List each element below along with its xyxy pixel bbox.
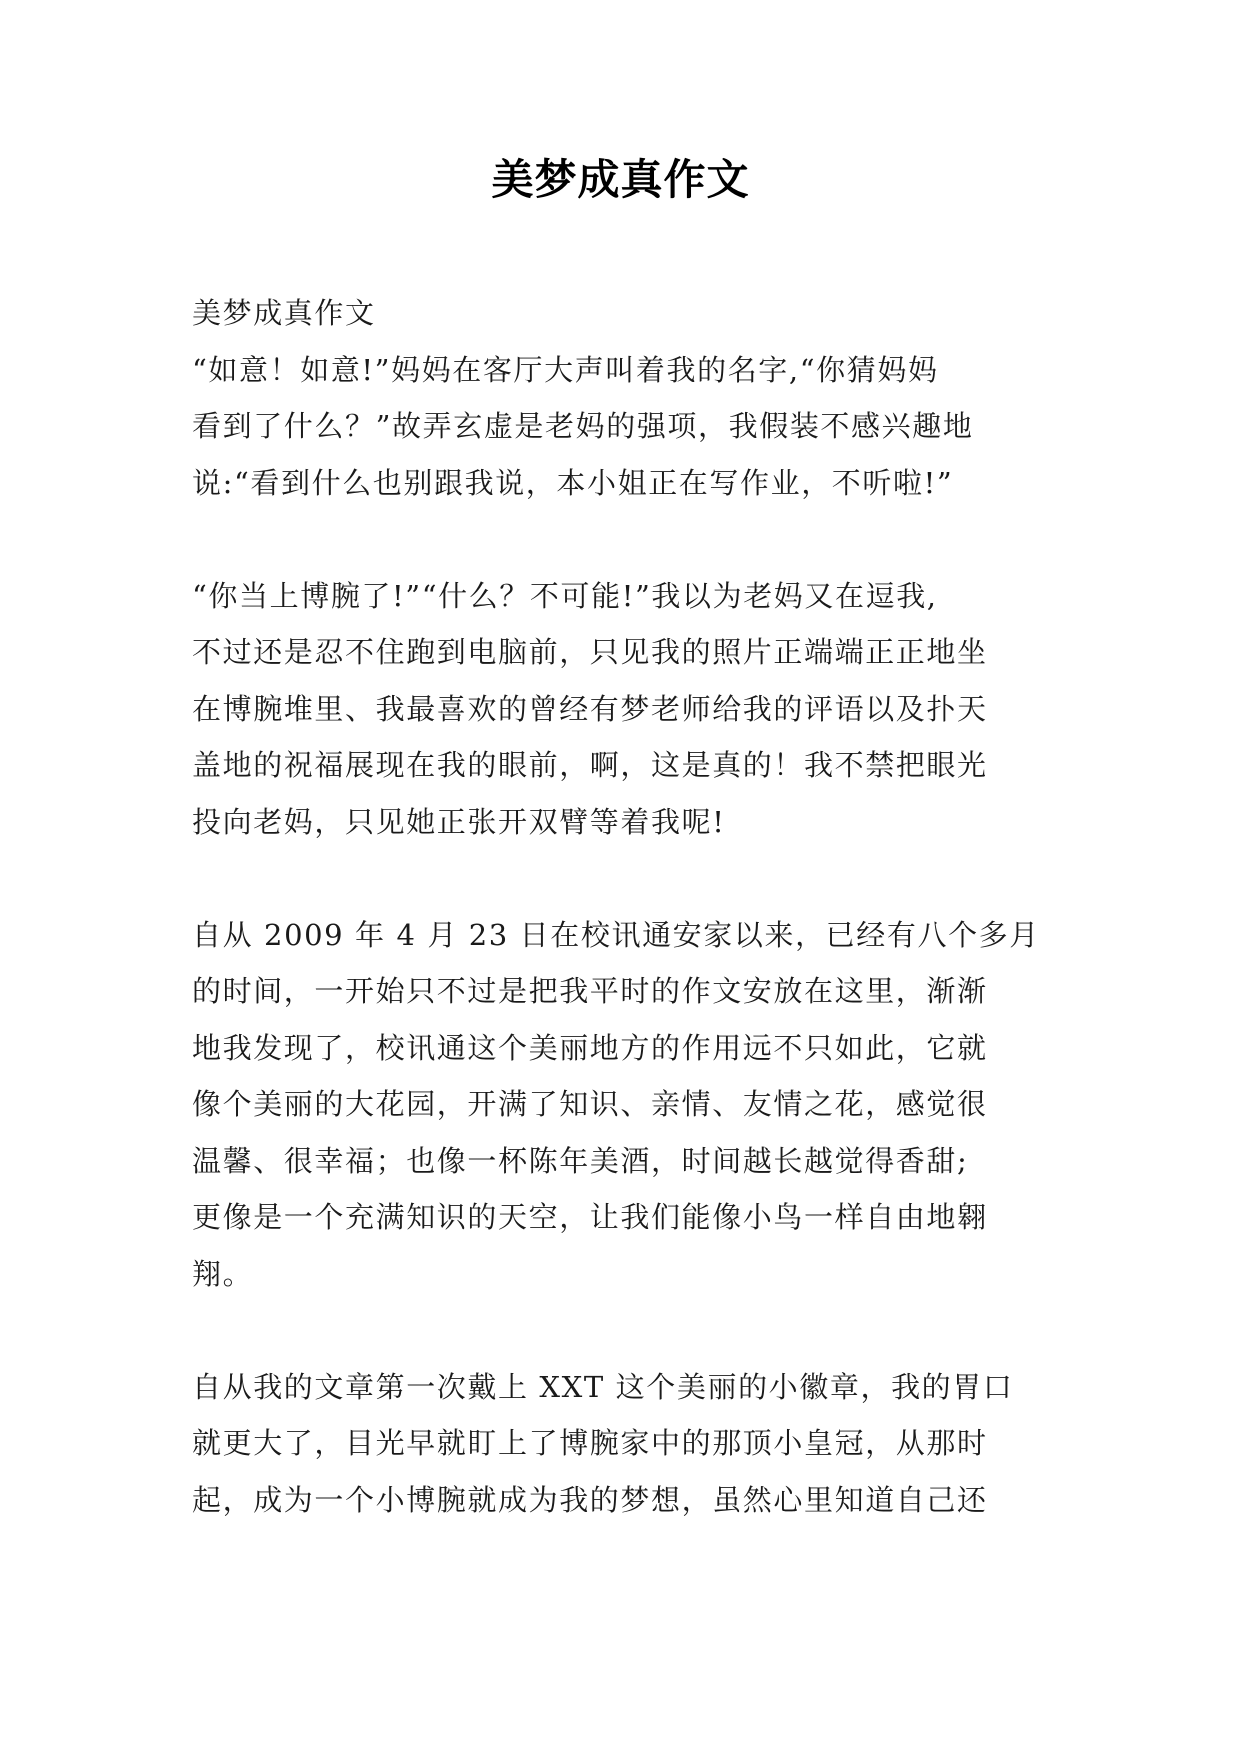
text-line: 不过还是忍不住跑到电脑前，只见我的照片正端端正正地坐 xyxy=(192,635,988,669)
document-body xyxy=(192,285,1060,1528)
text-line: 投向老妈，只见她正张开双臂等着我呢! xyxy=(192,804,726,839)
text-line: “你当上博腕了!”“什么？不可能!”我以为老妈又在逗我, xyxy=(192,578,938,613)
paragraph xyxy=(192,285,1060,511)
paragraph xyxy=(192,907,1060,1303)
text-line: 更像是一个充满知识的天空，让我们能像小鸟一样自由地翱 xyxy=(192,1200,988,1234)
text-line: 说:“看到什么也别跟我说，本小姐正在写作业，不听啦!” xyxy=(192,465,954,500)
text-line: 温馨、很幸福；也像一杯陈年美酒，时间越长越觉得香甜; xyxy=(192,1143,969,1178)
text-line: 自从我的文章第一次戴上 XXT 这个美丽的小徽章，我的胃口 xyxy=(192,1369,1014,1404)
paragraph-spacer xyxy=(192,1302,1060,1359)
text-line: 自从 2009 年 4 月 23 日在校讯通安家以来，已经有八个多月 xyxy=(192,917,1040,952)
text-line: 翔。 xyxy=(192,1256,254,1291)
paragraph-spacer xyxy=(192,511,1060,568)
paragraph xyxy=(192,1359,1060,1529)
document-title: 美梦成真作文 xyxy=(491,155,750,204)
text-line: 像个美丽的大花园，开满了知识、亲情、友情之花，感觉很 xyxy=(192,1087,988,1121)
paragraph xyxy=(192,568,1060,851)
paragraph-spacer xyxy=(192,850,1060,907)
text-line: “如意！如意!”妈妈在客厅大声叫着我的名字,“你猜妈妈 xyxy=(192,352,939,387)
text-line: 地我发现了，校讯通这个美丽地方的作用远不只如此，它就 xyxy=(192,1030,988,1065)
text-line: 的时间，一开始只不过是把我平时的作文安放在这里，渐渐 xyxy=(192,974,988,1008)
text-line: 起，成为一个小博腕就成为我的梦想，虽然心里知道自己还 xyxy=(192,1482,988,1517)
text-line: 盖地的祝福展现在我的眼前，啊，这是真的！我不禁把眼光 xyxy=(192,748,988,782)
text-line: 看到了什么？”故弄玄虚是老妈的强项，我假装不感兴趣地 xyxy=(192,409,974,443)
text-line: 在博腕堆里、我最喜欢的曾经有梦老师给我的评语以及扑天 xyxy=(192,691,988,726)
text-line: 就更大了，目光早就盯上了博腕家中的那顶小皇冠，从那时 xyxy=(192,1426,988,1460)
text-line: 美梦成真作文 xyxy=(192,296,376,330)
